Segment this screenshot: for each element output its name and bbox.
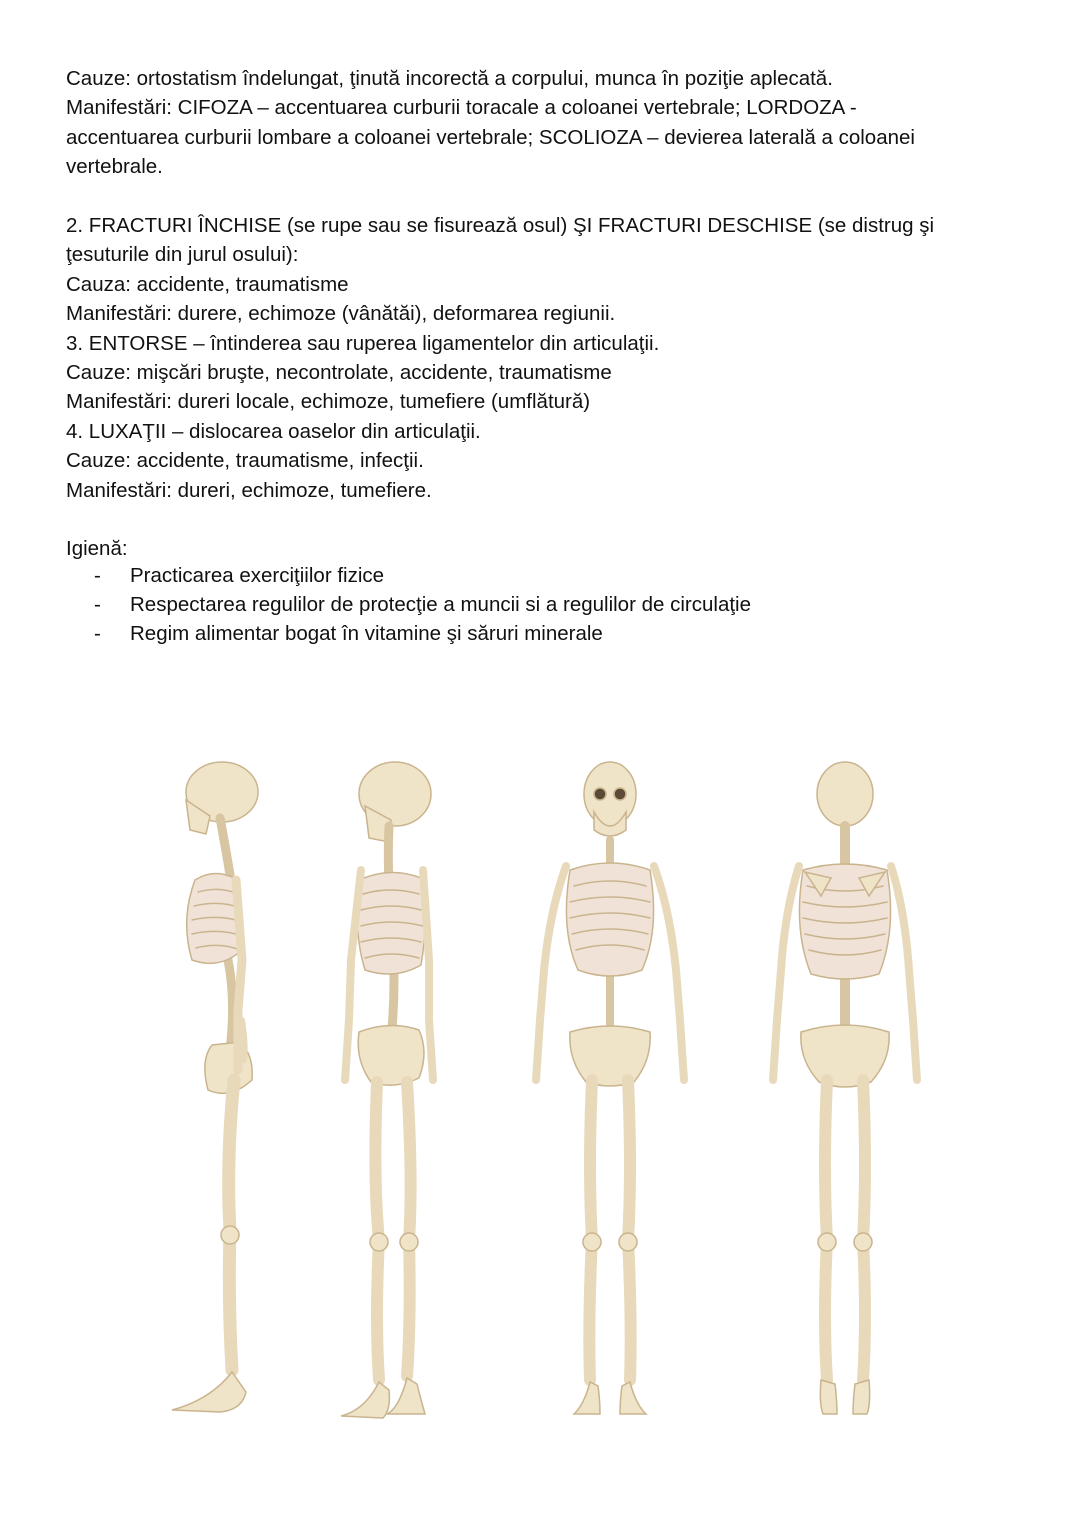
manifestations-text-2: accentuarea curburii lombare a coloanei vertebrale; SCOLIOZA – devierea laterală a coloanei [66, 125, 915, 149]
text-content [66, 64, 1016, 564]
causes-text: Cauze: ortostatism îndelungat, ţinută incorectă a corpului, munca în poziţie aplecată. [66, 67, 833, 90]
spacer [66, 505, 1016, 534]
fractures-title-2: ţesuturile din jurul osului): [66, 243, 299, 267]
sprains-manifestations: Manifestări: dureri locale, echimoze, tumefiere (umflătură) [66, 390, 591, 414]
hygiene-item-2: Respectarea regulilor de protecţie a muncii si a regulilor de circulaţie [130, 593, 751, 616]
hygiene-heading: Igienă: [66, 537, 128, 561]
spacer [66, 182, 1016, 211]
dislocations-manifestations: Manifestări: dureri, echimoze, tumefiere. [66, 478, 432, 502]
fractures-manifestations: Manifestări: durere, echimoze (vânătăi), deformarea regiunii. [66, 302, 616, 326]
skeleton-figure [150, 760, 930, 1440]
fractures-cause: Cauza: accidente, traumatisme [66, 272, 349, 296]
sprains-title: 3. ENTORSE – întinderea sau ruperea ligamentelor din articulaţii. [66, 331, 660, 355]
bullet-dash: - [94, 593, 101, 616]
bullet-dash: - [94, 622, 101, 645]
sprains-causes: Cauze: mişcări bruşte, necontrolate, accidente, traumatisme [66, 361, 612, 385]
hygiene-item-3: Regim alimentar bogat în vitamine şi săruri minerale [130, 622, 603, 645]
dislocations-causes: Cauze: accidente, traumatisme, infecţii. [66, 449, 424, 473]
bullet-dash: - [94, 564, 101, 587]
skeleton-three-quarter-view-image [325, 760, 455, 1440]
hygiene-item-1: Practicarea exerciţiilor fizice [130, 564, 385, 587]
skeleton-back-view-image [765, 760, 925, 1440]
fractures-title-1: 2. FRACTURI ÎNCHISE (se rupe sau se fisurează osul) ŞI FRACTURI DESCHISE (se distrug şi [66, 214, 935, 238]
manifestations-text-3: vertebrale. [66, 155, 163, 179]
dislocations-title: 4. LUXAŢII – dislocarea oaselor din articulaţii. [66, 419, 481, 443]
skeleton-front-view-image [530, 760, 690, 1440]
skeleton-side-view-image [150, 760, 280, 1440]
manifestations-text-1: Manifestări: CIFOZA – accentuarea curburii toracale a coloanei vertebrale; LORDOZA - [66, 96, 857, 120]
